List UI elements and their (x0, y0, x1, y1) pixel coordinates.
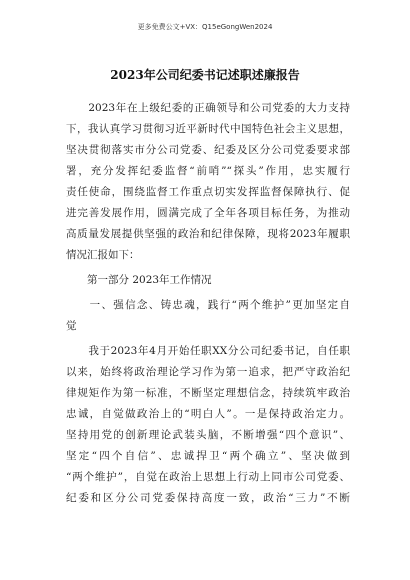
body-line: 进完善发展作用，圆满完成了全年各项目标任务，为推动 (66, 207, 350, 219)
document-title: 2023年公司纪委书记述职述廉报告 (110, 68, 300, 82)
body-line: 坚决贯彻落实市分公司党委、纪委及区分公司党委要求部 (66, 144, 350, 156)
body-line: 坚定“四个自信”、忠诚捍卫“两个确立”、坚决做到 (66, 450, 350, 462)
body-line: 高质量发展提供坚强的政治和纪律保障，现将2023年履职 (66, 228, 350, 240)
body-line: 以来，始终将政治理论学习作为第一追求，把严守政治纪 (66, 366, 350, 378)
body-line: 忠诚，自觉做政治上的“明白人”。一是保持政治定力。 (66, 408, 350, 420)
body-line: 纪委和区分公司党委保持高度一致，政治“三力”不断 (66, 492, 350, 504)
promo-header: 更多免费公文+VX：Q15eGongWen2024 (137, 23, 273, 31)
section-heading: 第一部分 2023年工作情况 (66, 274, 212, 286)
body-line: 坚持用党的创新理论武装头脑，不断增强“四个意识”、 (66, 429, 350, 441)
body-line: 下，我认真学习贯彻习近平新时代中国特色社会主义思想， (66, 123, 350, 135)
body-line: 我于2023年4月开始任职XX分公司纪委书记，自任职 (66, 345, 350, 357)
body-line: 情况汇报如下： (66, 249, 140, 261)
body-line: 责任使命，围绕监督工作重点切实发挥监督保障执行、促 (66, 186, 350, 198)
subsection-heading-cont: 觉 (66, 320, 77, 332)
subsection-heading: 一、强信念、铸忠魂，践行“两个维护”更加坚定自 (66, 299, 350, 311)
body-line: “两个维护”，自觉在政治上思想上行动上同市公司党委、 (66, 471, 350, 483)
body-line: 2023年在上级纪委的正确领导和公司党委的大力支持 (66, 102, 350, 114)
body-line: 律规矩作为第一标准，不断坚定理想信念，持续筑牢政治 (66, 387, 350, 399)
body-line: 署，充分发挥纪委监督“前哨”“探头”作用，忠实履行 (66, 165, 350, 177)
